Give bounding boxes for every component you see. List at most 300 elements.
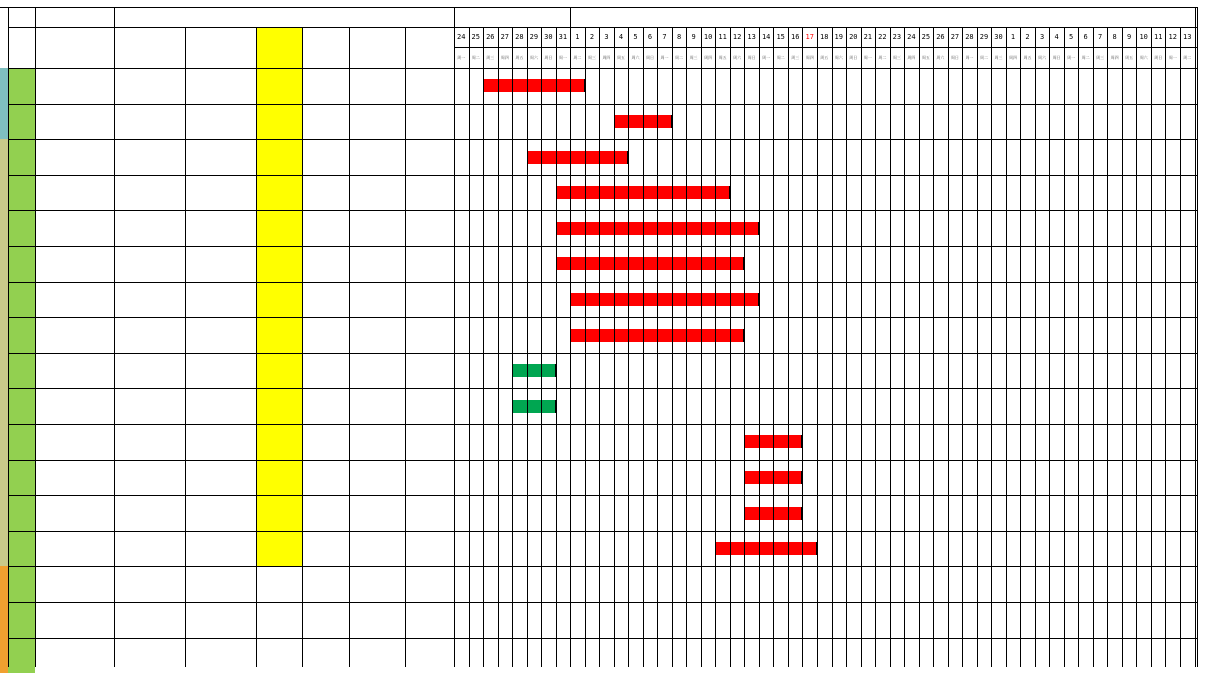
order-date	[256, 424, 302, 460]
part-name	[35, 175, 114, 211]
description	[185, 246, 256, 282]
day-header: 7	[662, 33, 667, 41]
order-date	[256, 139, 302, 175]
start-date	[302, 246, 349, 282]
delivery-date	[349, 495, 405, 531]
day-header: 12	[1168, 33, 1177, 41]
grid-vline	[1049, 27, 1050, 667]
grid-vline	[977, 27, 978, 667]
description	[185, 317, 256, 353]
order-date	[256, 210, 302, 246]
month-september	[570, 7, 1006, 27]
grid-vline	[715, 27, 716, 667]
weekday-header: 周六	[1038, 54, 1047, 60]
part-number	[114, 638, 185, 673]
description	[185, 638, 256, 673]
grid-vline	[527, 27, 528, 667]
part-name	[35, 495, 114, 531]
grid-hline	[8, 566, 1197, 567]
row-color-strip	[0, 602, 8, 638]
weekday-header: 周二	[1183, 54, 1192, 60]
finish-date	[405, 388, 454, 424]
start-date	[302, 495, 349, 531]
grid-vline	[1195, 7, 1196, 667]
day-header: 30	[994, 33, 1003, 41]
part-number	[114, 495, 185, 531]
day-header: 26	[486, 33, 495, 41]
part-name	[35, 460, 114, 496]
grid-hline	[8, 317, 1197, 318]
column-header-order-date	[256, 27, 302, 68]
day-header: 25	[471, 33, 480, 41]
part-name	[35, 104, 114, 140]
finish-date	[405, 317, 454, 353]
part-name	[35, 210, 114, 246]
weekday-header: 周六	[529, 54, 538, 60]
grid-top-border	[0, 7, 1197, 8]
delivery-date	[349, 353, 405, 389]
weekday-header: 周一	[457, 54, 466, 60]
row-color-strip	[0, 424, 8, 460]
row-color-strip	[0, 139, 8, 175]
delivery-date	[349, 210, 405, 246]
day-header: 7	[1098, 33, 1103, 41]
grid-hline	[8, 353, 1197, 354]
day-header: 6	[1083, 33, 1088, 41]
column-header-finish-date	[405, 27, 454, 68]
description	[185, 566, 256, 602]
grid-hline	[8, 104, 1197, 105]
row-color-strip	[0, 460, 8, 496]
grid-right-border	[1197, 7, 1198, 667]
weekday-header: 周四	[1009, 54, 1017, 60]
day-header: 8	[1112, 33, 1117, 41]
delivery-date	[349, 175, 405, 211]
grid-vline	[875, 27, 876, 667]
row-number	[8, 388, 35, 424]
row-number	[8, 246, 35, 282]
start-date	[302, 68, 349, 104]
description	[185, 460, 256, 496]
weekday-header: 周一	[558, 54, 567, 60]
weekday-header: 周三	[1096, 54, 1105, 60]
order-date	[256, 175, 302, 211]
delivery-date	[349, 424, 405, 460]
finish-date	[405, 460, 454, 496]
part-number	[114, 353, 185, 389]
start-date	[302, 531, 349, 567]
delivery-date	[349, 139, 405, 175]
grid-vline	[890, 27, 891, 667]
order-date	[256, 566, 302, 602]
day-header: 28	[515, 33, 524, 41]
row-color-strip	[0, 531, 8, 567]
month-august	[454, 7, 570, 27]
weekday-header: 周日	[849, 54, 858, 60]
weekday-header: 周二	[573, 54, 582, 60]
grid-vline	[991, 27, 992, 667]
gantt-bar	[512, 364, 556, 377]
order-date	[256, 638, 302, 673]
weekday-header: 周五	[1125, 54, 1134, 60]
row-number	[8, 68, 35, 104]
part-name	[35, 602, 114, 638]
grid-vline	[643, 27, 644, 667]
delivery-date	[349, 317, 405, 353]
grid-vline	[35, 7, 36, 667]
grid-vline	[1035, 27, 1036, 667]
grid-vline	[788, 27, 789, 667]
description	[185, 175, 256, 211]
grid-hline	[8, 531, 1197, 532]
part-number	[114, 139, 185, 175]
start-date	[302, 424, 349, 460]
part-number	[114, 282, 185, 318]
day-header: 29	[979, 33, 989, 41]
weekday-header: 周六	[834, 54, 843, 60]
row-color-strip	[0, 638, 8, 673]
day-header: 18	[820, 33, 829, 41]
finish-date	[405, 638, 454, 673]
weekday-header: 周日	[950, 54, 959, 60]
order-date	[256, 282, 302, 318]
row-number	[8, 460, 35, 496]
delivery-date	[349, 388, 405, 424]
grid-vline	[628, 27, 629, 667]
grid-vline	[744, 27, 745, 667]
grid-hline	[8, 210, 1197, 211]
weekday-header: 周三	[587, 54, 596, 60]
weekday-header: 周一	[1067, 54, 1076, 60]
weekday-header: 周三	[689, 54, 698, 60]
grid-vline	[541, 27, 542, 667]
start-date	[302, 104, 349, 140]
grid-hline	[8, 638, 1197, 639]
delivery-date	[349, 68, 405, 104]
weekday-header: 周一	[863, 54, 872, 60]
part-number	[114, 175, 185, 211]
start-date	[302, 353, 349, 389]
weekday-header: 周四	[500, 54, 509, 60]
finish-date	[405, 495, 454, 531]
weekday-header: 周二	[471, 54, 480, 60]
column-header-start-date	[302, 27, 349, 68]
row-number	[8, 175, 35, 211]
part-number	[114, 460, 185, 496]
row-number	[8, 282, 35, 318]
day-header: 28	[965, 33, 974, 41]
day-header: 23	[892, 33, 902, 41]
grid-vline	[469, 27, 470, 667]
day-header: 2	[1025, 33, 1030, 41]
day-header: 11	[1153, 33, 1163, 41]
day-header: 5	[633, 33, 638, 41]
weekday-header: 周一	[762, 54, 771, 60]
day-header: 9	[1127, 33, 1132, 41]
weekday-header: 周五	[921, 54, 930, 60]
start-date	[302, 566, 349, 602]
row-color-strip	[0, 175, 8, 211]
row-number	[8, 353, 35, 389]
grid-vline	[1093, 27, 1094, 667]
grid-hline	[8, 388, 1197, 389]
row-color-strip	[0, 104, 8, 140]
grid-vline	[585, 27, 586, 667]
day-header: 26	[936, 33, 945, 41]
order-date	[256, 495, 302, 531]
weekday-header: 周二	[776, 54, 785, 60]
day-header: 25	[921, 33, 931, 41]
grid-vline	[1107, 27, 1108, 667]
description	[185, 531, 256, 567]
description	[185, 104, 256, 140]
order-date	[256, 104, 302, 140]
delivery-date	[349, 602, 405, 638]
grid-vline	[802, 27, 803, 667]
row-number	[8, 139, 35, 175]
day-header: 1	[575, 33, 580, 41]
grid-vline	[1006, 27, 1007, 667]
description	[185, 388, 256, 424]
start-date	[302, 460, 349, 496]
description	[185, 424, 256, 460]
day-header: 27	[950, 33, 960, 41]
row-color-strip	[0, 495, 8, 531]
part-name	[35, 566, 114, 602]
part-number	[114, 388, 185, 424]
start-date	[302, 388, 349, 424]
day-header: 1	[1010, 33, 1016, 41]
grid-vline	[759, 27, 760, 667]
row-color-strip	[0, 388, 8, 424]
order-date	[256, 602, 302, 638]
finish-date	[405, 104, 454, 140]
start-date	[302, 638, 349, 673]
row-number	[8, 104, 35, 140]
grid-vline	[861, 27, 862, 667]
delivery-date	[349, 566, 405, 602]
weekday-header: 周六	[631, 54, 640, 60]
grid-vline	[701, 27, 702, 667]
day-header: 13	[747, 33, 756, 41]
description	[185, 282, 256, 318]
start-date	[302, 602, 349, 638]
grid-vline	[512, 27, 513, 667]
grid-hline	[8, 27, 1197, 28]
grid-vline	[846, 27, 847, 667]
grid-vline	[773, 27, 774, 667]
finish-date	[405, 68, 454, 104]
grid-vline	[556, 27, 557, 667]
weekday-header: 周三	[994, 54, 1003, 60]
grid-vline	[1020, 27, 1021, 667]
column-header-description	[185, 27, 256, 68]
grid-vline	[483, 27, 484, 667]
finish-date	[405, 246, 454, 282]
grid-hline	[8, 68, 1197, 69]
day-header: 14	[761, 33, 771, 41]
day-header: 13	[1183, 33, 1192, 41]
grid-vline	[498, 27, 499, 667]
part-name	[35, 388, 114, 424]
weekday-header: 周五	[1023, 54, 1032, 60]
weekday-header: 周六	[936, 54, 945, 60]
part-name	[35, 68, 114, 104]
row-number	[8, 210, 35, 246]
description	[185, 495, 256, 531]
weekday-header: 周五	[718, 54, 727, 60]
delivery-date	[349, 638, 405, 673]
weekday-header: 周日	[544, 54, 553, 60]
grid-vline	[1151, 27, 1152, 667]
start-date	[302, 317, 349, 353]
grid-vline	[832, 27, 833, 667]
part-name	[35, 638, 114, 673]
order-date	[256, 388, 302, 424]
part-number	[114, 602, 185, 638]
weekday-header: 周四	[907, 54, 916, 60]
day-header: 20	[849, 33, 858, 41]
grid-hline	[8, 602, 1197, 603]
day-header: 27	[500, 33, 510, 41]
gantt-bar	[512, 400, 556, 413]
weekday-header: 周二	[1081, 54, 1090, 60]
grid-hline	[8, 246, 1197, 247]
grid-vline	[962, 27, 963, 667]
start-date	[302, 210, 349, 246]
finish-date	[405, 282, 454, 318]
row-color-strip	[0, 210, 8, 246]
grid-hline	[8, 460, 1197, 461]
order-date	[256, 460, 302, 496]
description	[185, 210, 256, 246]
part-number	[114, 424, 185, 460]
day-header: 31	[558, 33, 568, 41]
grid-vline	[919, 27, 920, 667]
day-header: 2	[589, 33, 595, 41]
grid-vline	[8, 7, 9, 667]
delivery-date	[349, 104, 405, 140]
gantt-bar	[556, 257, 745, 270]
weekday-header: 周二	[675, 54, 684, 60]
description	[185, 602, 256, 638]
finish-date	[405, 602, 454, 638]
part-number	[114, 566, 185, 602]
row-number	[8, 317, 35, 353]
part-number	[114, 210, 185, 246]
day-header: 15	[776, 33, 785, 41]
grid-vline	[405, 27, 406, 667]
row-number	[8, 638, 35, 673]
order-date	[256, 353, 302, 389]
grid-vline	[948, 27, 949, 667]
part-number	[114, 68, 185, 104]
row-number	[8, 566, 35, 602]
part-name	[35, 353, 114, 389]
description	[185, 139, 256, 175]
grid-vline	[302, 27, 303, 667]
weekday-header: 周四	[1110, 54, 1119, 60]
grid-vline	[1122, 27, 1123, 667]
grid-hline	[8, 175, 1197, 176]
order-date	[256, 317, 302, 353]
grid-vline	[35, 7, 36, 27]
weekday-header: 周六	[1139, 54, 1148, 60]
part-name	[35, 317, 114, 353]
day-header: 10	[703, 33, 713, 41]
day-header: 22	[878, 33, 887, 41]
part-number	[114, 246, 185, 282]
part-name	[35, 282, 114, 318]
weekday-header: 周五	[820, 54, 829, 60]
delivery-date	[349, 531, 405, 567]
grid-vline	[1078, 27, 1079, 667]
finish-date	[405, 531, 454, 567]
start-date	[302, 282, 349, 318]
grid-vline	[730, 27, 731, 667]
grid-vline	[657, 27, 658, 667]
order-date	[256, 246, 302, 282]
weekday-header: 周三	[791, 54, 800, 60]
weekday-header: 周四	[704, 54, 713, 60]
description	[185, 68, 256, 104]
weekday-header: 周一	[1168, 54, 1177, 60]
day-header: 24	[457, 33, 466, 41]
row-number	[8, 602, 35, 638]
day-header: 9	[691, 33, 696, 41]
row-number	[8, 531, 35, 567]
finish-date	[405, 566, 454, 602]
weekday-header: 周一	[660, 54, 669, 60]
grid-vline	[114, 7, 115, 27]
grid-vline	[672, 27, 673, 667]
weekday-header: 周日	[747, 54, 756, 60]
row-number	[8, 495, 35, 531]
grid-vline	[454, 7, 455, 667]
grid-vline	[686, 27, 687, 667]
weekday-header: 周五	[616, 54, 625, 60]
grid-vline	[933, 27, 934, 667]
day-header: 17	[805, 33, 814, 41]
part-name	[35, 531, 114, 567]
grid-hline	[8, 139, 1197, 140]
project-title	[114, 7, 454, 27]
day-header: 16	[790, 33, 800, 41]
weekday-header: 周日	[1052, 54, 1061, 60]
project-label	[35, 7, 114, 27]
column-header-no	[8, 27, 35, 68]
day-header: 11	[718, 33, 727, 41]
row-color-strip	[0, 282, 8, 318]
start-date	[302, 139, 349, 175]
grid-vline	[1136, 27, 1137, 667]
grid-vline	[1165, 27, 1166, 667]
finish-date	[405, 424, 454, 460]
day-header: 19	[834, 33, 843, 41]
description	[185, 353, 256, 389]
weekday-header: 周一	[965, 54, 974, 60]
grid-vline	[1064, 27, 1065, 667]
grid-hline	[8, 424, 1197, 425]
grid-vline	[349, 27, 350, 667]
delivery-date	[349, 282, 405, 318]
column-header-part-name	[35, 27, 114, 68]
grid-vline	[817, 27, 818, 667]
finish-date	[405, 175, 454, 211]
grid-vline	[570, 7, 571, 667]
weekday-header: 周四	[602, 54, 611, 60]
day-header: 21	[863, 33, 873, 41]
